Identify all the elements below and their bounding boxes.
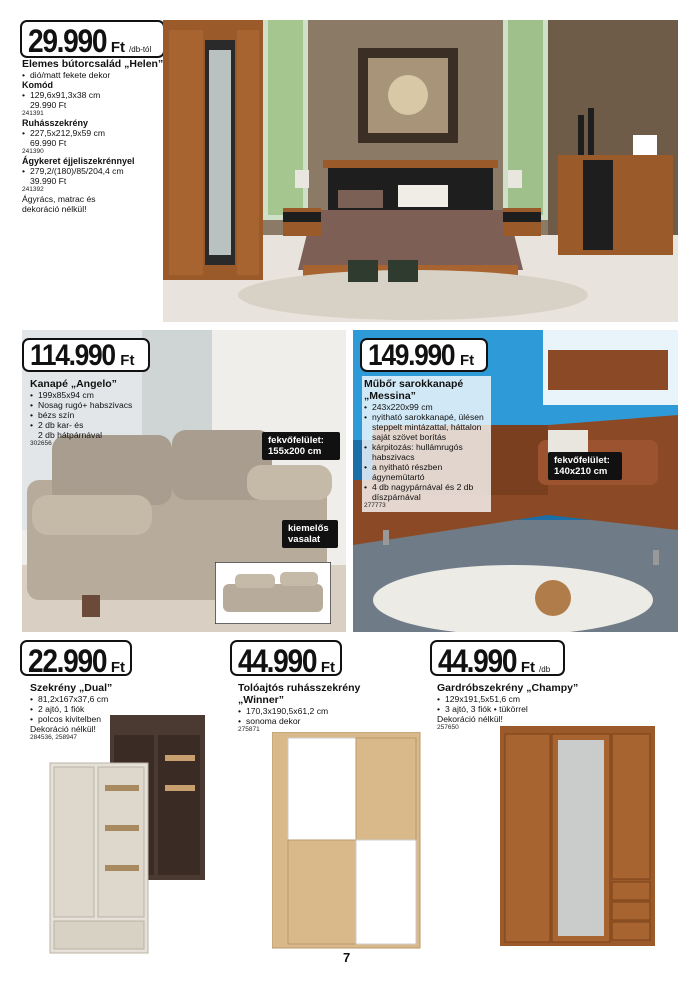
winner-text-block bbox=[238, 682, 388, 734]
angelo-spec-1: • 199x85x94 cm bbox=[30, 390, 160, 400]
helen-agy-code: 241392 bbox=[22, 186, 44, 193]
helen-agy-price: 39.990 Ft bbox=[30, 176, 67, 186]
messina-currency: Ft bbox=[459, 352, 475, 369]
wardrobe-winner-image bbox=[272, 732, 422, 950]
messina-code: 277773 bbox=[364, 502, 386, 509]
messina-title-2: „Messina” bbox=[364, 390, 416, 402]
dual-code: 284536, 258947 bbox=[30, 734, 77, 741]
angelo-currency: Ft bbox=[120, 352, 135, 369]
angelo-mechanism-badge: kiemelős vasalat bbox=[282, 520, 338, 548]
helen-price: 29.990 bbox=[28, 23, 107, 59]
angelo-spec-2: • Nosag rugó+ habszivacs bbox=[30, 400, 160, 410]
champy-unit: /db bbox=[539, 665, 551, 674]
angelo-spec-4: • 2 db kar- és bbox=[30, 420, 160, 430]
dual-currency: Ft bbox=[110, 659, 126, 676]
angelo-inset-photo bbox=[215, 562, 331, 624]
helen-decor: • dió/matt fekete dekor bbox=[22, 70, 167, 80]
angelo-text-block bbox=[30, 378, 160, 448]
winner-spec-1: • 170,3x190,5x61,2 cm bbox=[238, 706, 388, 716]
messina-price-tag bbox=[360, 338, 488, 372]
angelo-spec-cont: 2 db hátpárnával bbox=[38, 430, 103, 440]
winner-title-2: „Winner” bbox=[238, 694, 284, 706]
helen-unit: /db-tól bbox=[129, 45, 152, 54]
dual-spec-1: • 81,2x167x37,6 cm bbox=[30, 694, 180, 704]
champy-spec-2: • 3 ajtó, 3 fiók • tükörrel bbox=[437, 704, 607, 714]
helen-currency: Ft bbox=[110, 39, 126, 56]
angelo-price: 114.990 bbox=[30, 339, 115, 372]
helen-ruha-code: 241390 bbox=[22, 148, 44, 155]
dual-note: Dekoráció nélkül! bbox=[30, 724, 96, 734]
champy-price-tag bbox=[430, 640, 565, 679]
helen-note: Ágyrács, matrac és dekoráció nélkül! bbox=[22, 194, 96, 214]
page-number: 7 bbox=[343, 950, 351, 965]
helen-agy-heading: Ágykeret éjjeliszekrénnyel bbox=[22, 156, 135, 166]
angelo-price-tag bbox=[22, 338, 150, 372]
champy-spec-1: • 129x191,5x51,6 cm bbox=[437, 694, 607, 704]
wardrobe-dual-image bbox=[40, 715, 210, 955]
helen-ruha-heading: Ruhásszekrény bbox=[22, 118, 89, 128]
champy-currency: Ft bbox=[520, 659, 536, 676]
messina-spec-4: • a nyitható részben ágynemütartó bbox=[364, 462, 489, 482]
champy-note: Dekoráció nélkül! bbox=[437, 714, 503, 724]
dual-title: Szekrény „Dual” bbox=[30, 682, 113, 694]
winner-price: 44.990 bbox=[238, 643, 317, 679]
dual-spec-3: • polcos kivitelben bbox=[30, 714, 180, 724]
helen-title: Elemes bútorcsalád „Helen” bbox=[22, 58, 164, 70]
champy-text-block bbox=[437, 682, 607, 732]
angelo-spec-3: • bézs szín bbox=[30, 410, 160, 420]
winner-code: 275871 bbox=[238, 726, 260, 733]
winner-title-1: Tolóajtós ruhásszekrény bbox=[238, 682, 361, 694]
winner-spec-2: • sonoma dekor bbox=[238, 716, 388, 726]
helen-komod-code: 241391 bbox=[22, 110, 44, 117]
angelo-title: Kanapé „Angelo” bbox=[30, 378, 117, 390]
dual-price: 22.990 bbox=[28, 643, 107, 679]
helen-komod-dim: • 129,6x91,3x38 cm bbox=[22, 90, 167, 100]
champy-code: 257650 bbox=[437, 724, 459, 731]
messina-title-1: Műbőr sarokkanapé bbox=[364, 378, 464, 390]
angelo-bed-size-badge: fekvőfelület: 155x200 cm bbox=[262, 432, 340, 460]
messina-spec-5: • 4 db nagypárnával és 2 db díszpárnával bbox=[364, 482, 489, 502]
champy-price: 44.990 bbox=[438, 643, 517, 679]
helen-ruha-price: 69.990 Ft bbox=[30, 138, 67, 148]
dual-price-tag bbox=[20, 640, 132, 679]
champy-title: Gardróbszekrény „Champy” bbox=[437, 682, 579, 694]
helen-komod-price: 29.990 Ft bbox=[30, 100, 67, 110]
messina-spec-3: • kárpitozás: hullámrugós habszivacs bbox=[364, 442, 489, 462]
messina-price: 149.990 bbox=[368, 339, 455, 372]
messina-spec-1: • 243x220x99 cm bbox=[364, 402, 489, 412]
helen-price-tag bbox=[20, 20, 165, 58]
messina-text-block bbox=[362, 376, 491, 512]
helen-agy-dim: • 279,2/(180)/85/204,4 cm bbox=[22, 166, 167, 176]
helen-text-block bbox=[22, 58, 167, 214]
messina-spec-2: • nyitható sarokkanapé, ülésen steppelt mintázattal, háttalon saját szövet borítás bbox=[364, 412, 489, 442]
winner-currency: Ft bbox=[320, 659, 336, 676]
angelo-code: 302656 bbox=[30, 440, 52, 447]
dual-spec-2: • 2 ajtó, 1 fiók bbox=[30, 704, 180, 714]
helen-ruha-dim: • 227,5x212,9x59 cm bbox=[22, 128, 167, 138]
bedroom-photo bbox=[163, 20, 678, 322]
helen-komod-heading: Komód bbox=[22, 80, 53, 90]
messina-bed-size-badge: fekvőfelület: 140x210 cm bbox=[548, 452, 622, 480]
winner-price-tag bbox=[230, 640, 342, 679]
wardrobe-champy-image bbox=[500, 726, 660, 948]
